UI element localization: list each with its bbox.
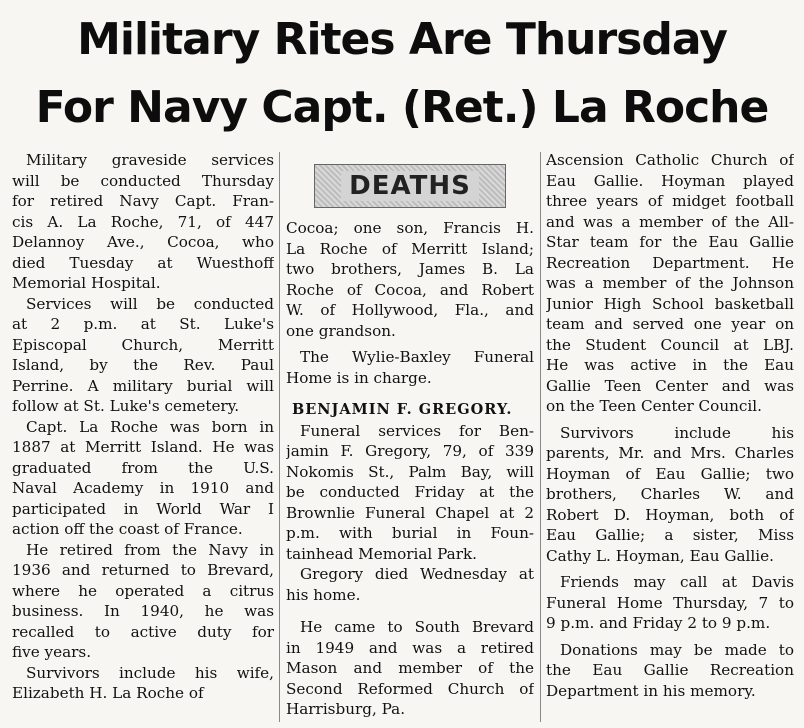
text-line: parents, Mr. and Mrs. Charles [546,444,794,462]
text-line: p.m. with burial in Foun- [286,524,534,542]
text-line: He came to South Brevard [300,618,534,636]
text-line: be conducted Friday at the [286,483,534,501]
text-line: Elizabeth H. La Roche of [12,684,204,702]
text-line: 1887 at Merritt Island. He was [12,438,274,456]
text-line: in 1949 and was a retired [286,638,534,657]
text-line: Gallie Teen Center and was [546,376,794,395]
text-line: Perrine. A military burial will [12,376,274,395]
text-line: follow at St. Luke's cemetery. [12,397,240,415]
text-line: his home. [286,585,361,604]
text-line: Donations may be made to [560,640,794,659]
text-line: will be conducted Thursday [12,171,274,190]
text-line: W. of Hollywood, Fla., and [286,301,534,319]
text-line: Recreation Department. He [546,253,794,272]
column-3 [546,150,794,728]
text-line: Friends may call at Davis [560,573,794,591]
text-line: Funeral Home Thursday, 7 to [546,593,794,612]
obituary-name-heading: BENJAMIN F. GREGORY. [292,401,513,418]
text-line: Department in his memory. [546,681,756,700]
text-line: Brownlie Funeral Chapel at 2 [286,503,534,522]
text-line: Delannoy Ave., Cocoa, who [12,233,274,251]
text-line: died Tuesday at Wuesthoff [12,253,274,272]
text-line: Naval Academy in 1910 and [12,479,274,497]
text-line: Services will be conducted [26,294,274,313]
text-line: Robert D. Hoyman, both of [546,505,794,524]
text-line: The Wylie-Baxley Funeral [300,348,534,366]
text-line: Survivors include his wife, [26,663,274,682]
text-line: Cathy L. Hoyman, Eau Gallie. [546,546,774,565]
text-line: He was active in the Eau [546,356,794,374]
text-line: Capt. La Roche was born in [26,417,274,436]
column-divider [540,152,541,722]
text-line: Home is in charge. [286,368,432,387]
text-line: cis A. La Roche, 71, of 447 [12,212,274,231]
column-1 [12,150,274,728]
text-line: graduated from the U.S. [12,458,274,477]
text-line: Mason and member of the [286,659,534,677]
text-line: Eau Gallie; a sister, Miss [546,526,794,544]
text-line: at 2 p.m. at St. Luke's [12,315,274,333]
text-line: Eau Gallie. Hoyman played [546,171,794,190]
text-line: Episcopal Church, Merritt [12,335,274,354]
text-line: the Student Council at LBJ. [546,335,794,354]
headline-line-1: Military Rites Are Thursday [77,14,727,65]
text-line: where he operated a citrus [12,581,274,600]
text-line: Harrisburg, Pa. [286,700,406,718]
text-line: Memorial Hospital. [12,274,161,292]
text-line: and was a member of the All- [546,212,794,231]
text-line: on the Teen Center Council. [546,397,762,415]
column-2 [286,150,534,728]
text-line: participated in World War I [12,499,274,518]
text-line: Second Reformed Church of [286,679,534,698]
text-line: three years of midget football [546,192,794,210]
text-line: Funeral services for Ben- [300,421,534,440]
text-line: Star team for the Eau Gallie [546,233,794,251]
text-line: Gregory died Wednesday at [300,565,534,583]
text-line: 1936 and returned to Brevard, [12,561,274,579]
deaths-label-text: DEATHS [341,171,479,201]
deaths-section-label [314,164,506,208]
text-line: Hoyman of Eau Gallie; two [546,464,794,483]
text-line: the Eau Gallie Recreation [546,661,794,679]
text-line: one grandson. [286,321,396,340]
text-line: Junior High School basketball [546,294,794,313]
text-line: Roche of Cocoa, and Robert [286,280,534,299]
text-line: Cocoa; one son, Francis H. [286,219,534,237]
text-line: tainhead Memorial Park. [286,544,477,563]
text-line: team and served one year on [546,315,794,333]
text-line: for retired Navy Capt. Fran- [12,192,274,210]
text-line: business. In 1940, he was [12,602,274,620]
text-line: jamin F. Gregory, 79, of 339 [286,442,534,460]
text-line: Island, by the Rev. Paul [12,356,274,374]
text-line: recalled to active duty for [12,622,274,641]
text-line: brothers, Charles W. and [546,485,794,503]
text-line: Survivors include his [560,423,794,442]
text-line: five years. [12,643,92,661]
text-line: was a member of the Johnson [546,274,794,292]
text-line: 9 p.m. and Friday 2 to 9 p.m. [546,614,771,632]
text-line: two brothers, James B. La [286,260,534,278]
column-divider [279,152,280,722]
text-line: action off the coast of France. [12,520,243,538]
text-line: Ascension Catholic Church of [546,151,794,169]
text-line: Military graveside services [26,151,274,169]
text-line: He retired from the Navy in [26,540,274,559]
headline-line-2: For Navy Capt. (Ret.) La Roche [35,82,769,133]
text-line: Nokomis St., Palm Bay, will [286,462,534,481]
text-line: La Roche of Merritt Island; [286,239,534,258]
